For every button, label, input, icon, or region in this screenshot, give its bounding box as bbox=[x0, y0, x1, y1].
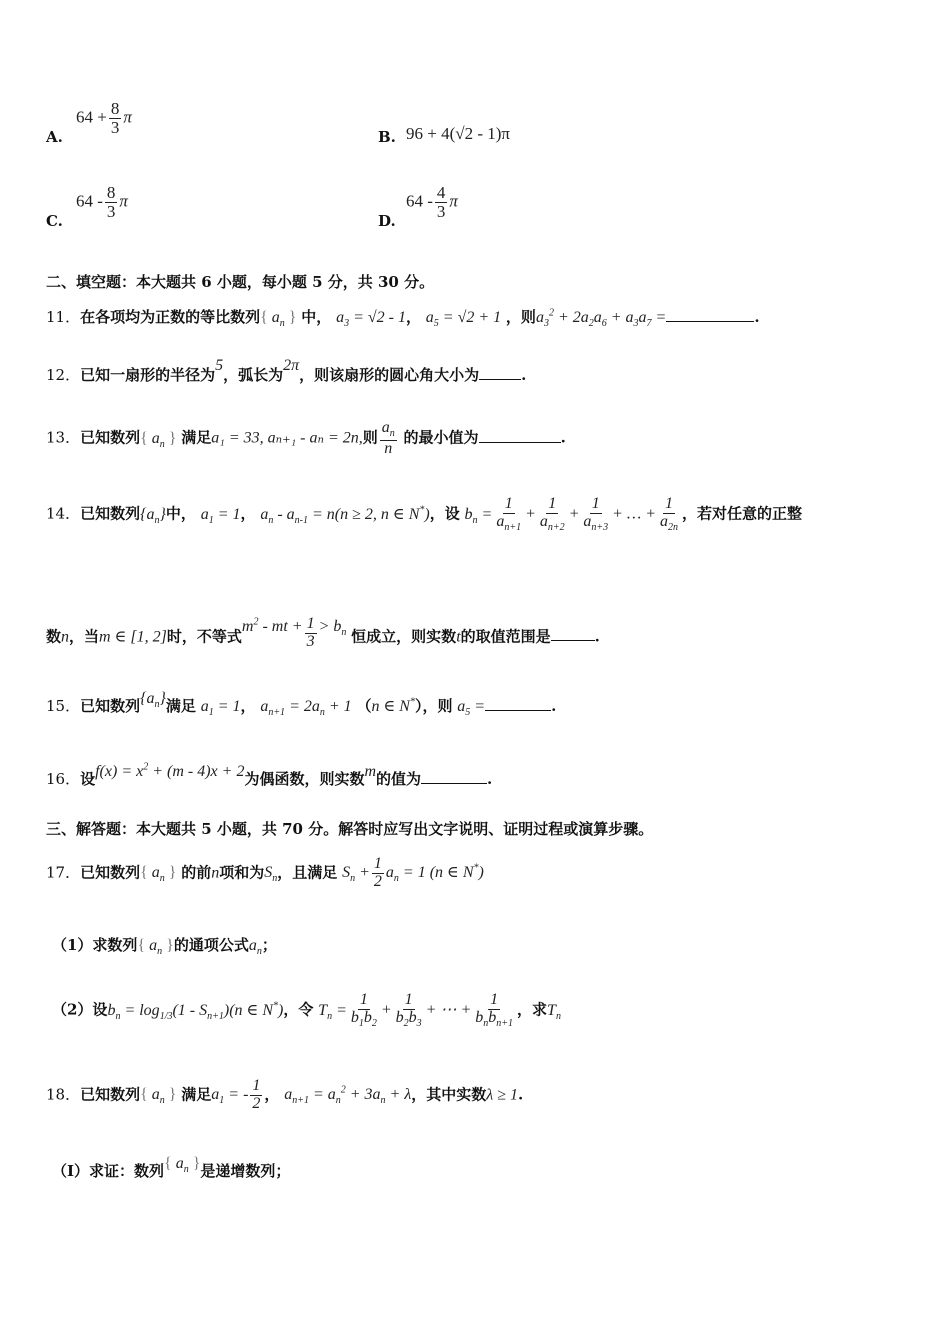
question-14: 14．已知数列$\{a_n\}$中， $a_1 = 1$， $a_n - a_{n-1} = n(n \ge 2$, n ∈ N*)，设 $b_n$ = $\frac{1}{a_{n+1}}$ + $\frac{1}{a_{n+2}}$ + $\frac{1}{a_{n+3}}$ + … + $\frac{1}{a_{2n}}$ ，若对任意的正整 bbox=[46, 495, 803, 533]
question-16: 16．设$f(x) = x^2 + (m - 4)x + 2$为偶函数，则实数m的值为 . bbox=[46, 761, 493, 788]
question-17-part-1: （1）求数列{ $a_n$ }的通项公式$a_n$； bbox=[52, 936, 277, 958]
question-17: 17．已知数列{ $a_n$ } 的前n项和为$S_n$，且满足 $S_n$ + $\frac{1}{2}$ $a_n = 1$ (n ∈ N*) bbox=[46, 855, 484, 890]
choice-b-label: B. bbox=[378, 128, 396, 146]
question-14-cont: 数n，当m ∈ [1, 2]时，不等式$m^2$ - mt + $\frac{1}{3}$ > $b_n$ 恒成立，则实数t的取值范围是 . bbox=[46, 615, 600, 650]
choice-c-expr: 64 - $\frac{8}{3}$ π bbox=[76, 183, 128, 221]
choice-d-label: D. bbox=[378, 212, 396, 230]
question-13: 13．已知数列{ $a_n$ } 满足a₁ = 33, aₙ₊₁ - aₙ = 2n,则 $\frac{a_n}{n}$ 的最小值为 . bbox=[46, 419, 566, 457]
section-3-heading: 三、解答题：本大题共 5 小题，共 70 分。解答时应写出文字说明、证明过程或演算步骤。 bbox=[46, 820, 654, 838]
choice-a-label: A. bbox=[46, 128, 63, 146]
question-17-part-2: （2）设$b_n = \log_{1/3}(1 - S_{n+1})(n$ ∈ N*)，令 $T_n$ = $\frac{1}{b_1b_2}$ + $\frac{1}{b_2b_3}$ + ⋯ + $\frac{1}{b_nb_{n+1}}$ ，求$T_n$ bbox=[52, 991, 561, 1029]
question-18: 18．已知数列{ $a_n$ } 满足$a_1$ = - $\frac{1}{2}$ ， $a_{n+1} = a_n^2 + 3a_n + \lambda$，其中实数λ ≥ 1. bbox=[46, 1077, 524, 1112]
choice-a-expr: 64 + $\frac{8}{3}$ π bbox=[76, 99, 132, 137]
question-15: 15．已知数列$\{a_n\}$满足 $a_1 = 1$， $a_{n+1} = 2a_n + 1$ （n ∈ N*），则 $a_5$ = . bbox=[46, 690, 557, 719]
question-18-part-1: （I）求证：数列{ $a_n$ }是递增数列； bbox=[52, 1155, 291, 1180]
choice-c-label: C. bbox=[46, 212, 63, 230]
choice-d-expr: 64 - $\frac{4}{3}$ π bbox=[406, 183, 458, 221]
choice-b-expr: 96 + 4(√2 - 1)π bbox=[406, 124, 510, 143]
question-12: 12．已知一扇形的半径为5，弧长为2π，则该扇形的圆心角大小为 . bbox=[46, 357, 527, 384]
question-11: 11．在各项均为正数的等比数列{ $a_n$ } 中， $a_3 = √2 - 1$， $a_5 = √2 + 1$ ，则$a_3^2 + 2a_2a_6 + a_3a_7$ = . bbox=[46, 307, 760, 330]
section-2-heading: 二、填空题：本大题共 6 小题，每小题 5 分，共 30 分。 bbox=[46, 273, 435, 291]
